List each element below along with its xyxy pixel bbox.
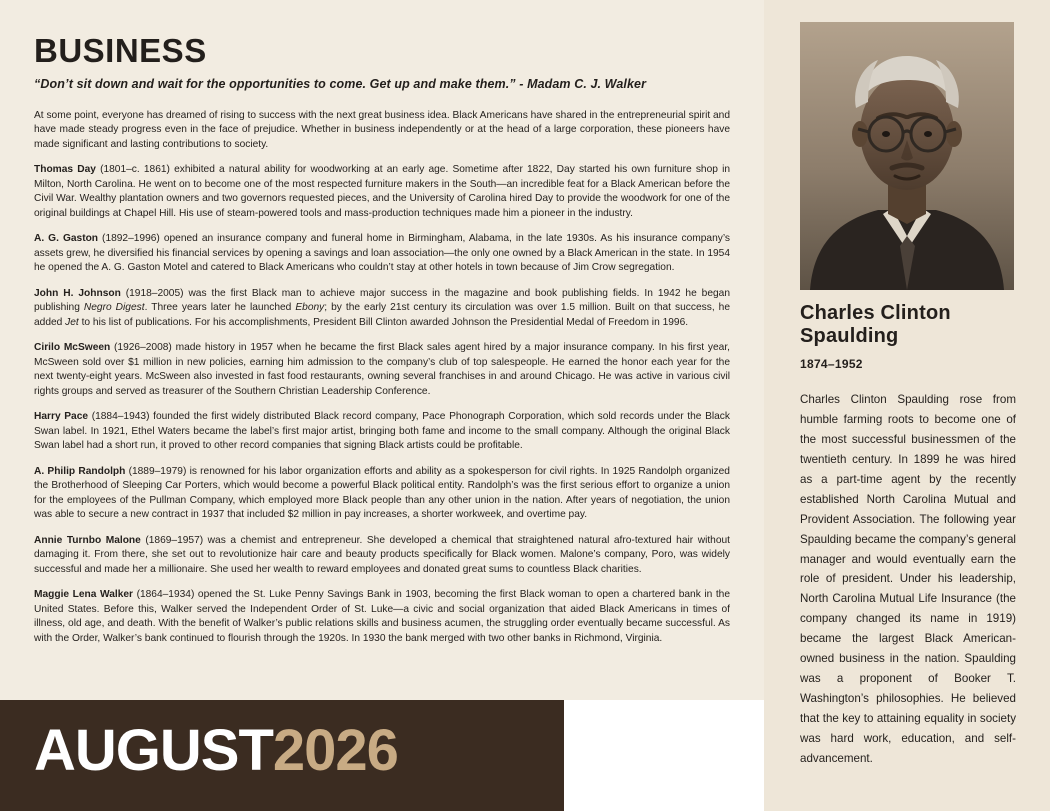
month-label	[34, 718, 398, 783]
paragraph-annie-turnbo-malone	[34, 534, 730, 577]
portrait-image	[800, 22, 1014, 290]
paragraph-maggie-lena-walker	[34, 588, 730, 646]
month-name: AUGUST	[34, 718, 273, 783]
month-band	[0, 700, 564, 811]
pull-quote: “Don’t sit down and wait for the opportunities to come. Get up and make them.” - Madam C. J. Walker	[34, 77, 647, 91]
paragraph-text: A. Philip Randolph (1889–1979) is renowned for his labor organization efforts and ability as a spokesperson for civil rights. In 1925 Randolph organized the Brotherhood of Sleeping Car Porters, which would become a powerful Black political entity. Randolph’s was the first serious effort to organize a union for the employees of the Pullman Company, which employed more Black people than any other union in the nation. After years of negotiation, the union was able to secure a new contract in 1937 that included $2 million in pay increases, a shorter workweek, and overtime pay.	[34, 465, 730, 521]
profile-dates: 1874–1952	[800, 357, 863, 371]
sidebar	[764, 0, 1050, 811]
paragraph-john-h-johnson	[34, 287, 730, 330]
profile-bio: Charles Clinton Spaulding rose from humble farming roots to become one of the most successful businessmen of the twentieth century. In 1899 he was hired as a part-time agent by the recently established North Carolina Mutual and Provident Association. The following year Spaulding became the company’s general manager and would eventually earn the role of president. Under his leadership, North Carolina Mutual Life Insurance (the company changed its name in 1919) became the largest Black American-owned business in the nation. Spaulding was a proponent of Booker T. Washington’s philosophies. He believed that the key to attaining equality in society was hard work, education, and self-advancement.	[800, 393, 1016, 765]
profile-name: Charles Clinton Spaulding	[800, 302, 951, 347]
paragraph-intro	[34, 109, 730, 152]
paragraph-text: Cirilo McSween (1926–2008) made history in 1957 when he became the first Black sales agent hired by a major insurance company. In his first year, McSween sold over $1 million in new policies, earning him admission to the company’s club of top salespeople. He earned the honor each year for the next twenty-eight years. McSween also invested in fast food restaurants, owning several franchises in and around Chicago. He was active in various civil rights groups and served as treasurer of the Southern Christian Leadership Conference.	[34, 342, 730, 397]
paragraph-text: Annie Turnbo Malone (1869–1957) was a chemist and entrepreneur. She developed a chemical that straightened natural afro-textured hair without damaging it. From there, she set out to revolutionize hair care and beauty products specifically for Black women. Malone’s company, Poro, was widely successful and made her a millionaire. She used her wealth to reward employees and donated great sums to countless Black charities.	[34, 534, 730, 575]
paragraph-text: At some point, everyone has dreamed of rising to success with the next great business idea. Black Americans have shared in the entrepreneurial spirit and have made steady progress even in the face of prejudice. Whether in business independently or at the head of a large corporation, these pioneers have made significant and lasting contributions to society.	[34, 110, 730, 150]
paragraph-text: Thomas Day (1801–c. 1861) exhibited a natural ability for woodworking at an early age. Sometime after 1822, Day started his own furniture shop in Milton, North Carolina. He went on to become one of the most respected furniture makers in the South—an incredible feat for a Black American before the Civil War. Wealthy plantation owners and two governors requested pieces, and the University of Carolina hired Day to provide the woodwork for one of the original buildings at Chapel Hill. His use of steam-powered tools and mass-production techniques made him a pioneer in the industry.	[34, 164, 730, 219]
month-year: 2026	[272, 718, 398, 783]
paragraph-text: Maggie Lena Walker (1864–1934) opened the St. Luke Penny Savings Bank in 1903, becoming the first Black woman to open a chartered bank in the United States. Before this, Walker served the Independent Order of St. Luke—a civic and social organization that aided Black Americans in times of illness, old age, and death. With the benefit of Walker’s public relations skills and business acumen, the struggling order eventually became successful. As with the Order, Walker’s bank continued to flourish through the 1920s. In 1930 the bank merged with two other banks in Richmond, Virginia.	[34, 589, 730, 644]
paragraph-a-philip-randolph	[34, 465, 730, 523]
page-title: BUSINESS	[34, 32, 207, 69]
paragraph-thomas-day	[34, 163, 730, 221]
paragraph-text: A. G. Gaston (1892–1996) opened an insurance company and funeral home in Birmingham, Alabama, in the late 1930s. As his insurance company’s assets grew, he diversified his financial services by opening a savings and loan association—the only one owned by a Black American in the state. In 1954 he opened the A. G. Gaston Motel and catered to Black Americans who couldn’t stay at other hotels in town because of Jim Crow segregation.	[34, 233, 730, 274]
portrait-illustration	[800, 22, 1014, 290]
paragraph-ag-gaston	[34, 232, 730, 275]
paragraph-cirilo-mcsween	[34, 341, 730, 399]
paragraph-text: Harry Pace (1884–1943) founded the first widely distributed Black record company, Pace Phonograph Corporation, which sold records under the Black Swan label. In 1921, Ethel Waters became the label’s first major artist, bringing both fame and income to the small company. Although the original Black Swan label had a short run, it proved to other record companies that signing Black artists could be profitable.	[34, 411, 730, 452]
paragraph-text: John H. Johnson (1918–2005) was the first Black man to achieve major success in the magazine and book publishing fields. In 1942 he began publishing Negro Digest. Three years later he launched Ebony; by the early 21st century its circulation was over 1.5 million. Built on that success, he added Jet to his list of publications. For his accomplishments, President Bill Clinton awarded Johnson the Presidential Medal of Freedom in 1996.	[34, 287, 730, 328]
band-filler	[564, 700, 764, 811]
paragraph-harry-pace	[34, 410, 730, 453]
